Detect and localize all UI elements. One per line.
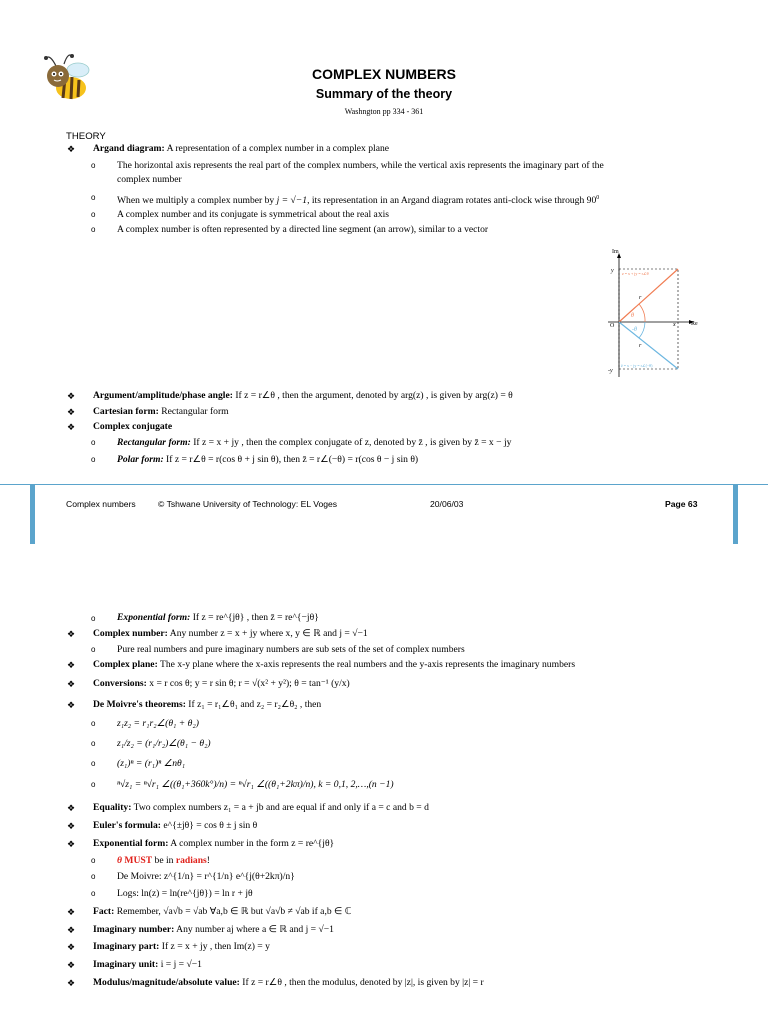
- dm-formula-4: ⁿ√z₁ = ⁿ√r₁ ∠((θ₁+360k°)/n) = ⁿ√r₁ ∠((θ₁+2kπ)/n), k = 0,1, 2,…,(n −1): [117, 779, 394, 790]
- ef-term: Exponential form:: [93, 838, 169, 849]
- equality-line: [93, 802, 429, 814]
- complex-number-sub: Pure real numbers and pure imaginary numbers are sub sets of the set of complex numbers: [117, 644, 465, 655]
- eq-term: Equality:: [93, 802, 132, 813]
- imaginary-number-line: [93, 924, 334, 936]
- circle-bullet-icon: o: [91, 856, 96, 865]
- lower-point-label: z̄ = x − jy = r∠(−θ): [621, 363, 653, 368]
- sub2-post: , its representation in an Argand diagram rotates anti-clock wise through 90: [307, 195, 597, 207]
- complex-number-line: [93, 628, 368, 640]
- circle-bullet-icon: o: [91, 455, 96, 464]
- polar-form-line: [117, 454, 418, 466]
- circle-bullet-icon: o: [91, 719, 96, 728]
- diamond-bullet-icon: ❖: [67, 960, 76, 970]
- r-upper-label: r: [639, 295, 642, 301]
- argand-term: Argand diagram:: [93, 143, 165, 154]
- upper-point-label: z = x + jy = r∠θ: [622, 271, 649, 276]
- minus-theta-label: -θ: [632, 327, 637, 333]
- ef-bang: !: [206, 855, 210, 866]
- sub2-pre: When we multiply a complex number by: [117, 195, 275, 207]
- dm-text: If z₁ = r₁∠θ₁ and z₂ = r₂∠θ₂ , then: [188, 699, 322, 710]
- diamond-bullet-icon: ❖: [67, 629, 76, 639]
- conv-term: Conversions:: [93, 678, 147, 689]
- rect-form-line: [117, 437, 511, 449]
- argand-sub1-line2: complex number: [117, 174, 182, 185]
- dm-term: De Moivre's theorems:: [93, 699, 186, 710]
- ip-text: If z = x + jy , then Im(z) = y: [161, 941, 270, 952]
- cp-term: Complex plane:: [93, 659, 158, 670]
- ef-radians: radians: [175, 855, 207, 866]
- euler-line: [93, 820, 257, 832]
- exp-term: Exponential form:: [117, 612, 191, 623]
- exp-form-line: [117, 612, 319, 624]
- fact-text: Remember, √a√b = √ab ∀a,b ∈ ℝ but √a√b ≠ √ab if a,b ∈ ℂ: [116, 906, 352, 917]
- sub2-sup: 0: [596, 195, 600, 201]
- reference-text: Washngton pp 334 - 361: [344, 107, 424, 116]
- diamond-bullet-icon: ❖: [67, 978, 76, 988]
- page-subtitle: Summary of the theory: [315, 87, 453, 101]
- argand-sub4: A complex number is often represented by a directed line segment (an arrow), similar to a vector: [117, 224, 489, 235]
- eu-text: e^{±jθ} = cos θ ± j sin θ: [163, 820, 258, 831]
- argand-diagram: [598, 245, 708, 380]
- sub2-math: j = √−1: [276, 195, 308, 207]
- ef-de-moivre: De Moivre: z^{1/n} = r^{1/n} e^{j(θ+2kπ)/n}: [117, 871, 295, 882]
- complex-plane-line: [93, 659, 575, 671]
- iu-text: i = j = √−1: [160, 959, 202, 970]
- circle-bullet-icon: o: [91, 645, 96, 654]
- ip-term: Imaginary part:: [93, 941, 160, 952]
- cartesian-line: [93, 406, 229, 418]
- page-break-line: [0, 484, 768, 485]
- circle-bullet-icon: o: [91, 759, 96, 768]
- rect-text: If z = x + jy , then the complex conjugate of z, denoted by z̄ , is given by z̄ = x − jy: [193, 437, 512, 448]
- circle-bullet-icon: o: [91, 889, 96, 898]
- exp-text: If z = re^{jθ} , then z̄ = re^{−jθ}: [192, 612, 319, 623]
- circle-bullet-icon: o: [91, 739, 96, 748]
- diamond-bullet-icon: ❖: [67, 700, 76, 710]
- mod-term: Modulus/magnitude/absolute value:: [93, 977, 240, 988]
- im-label: Im: [612, 249, 619, 255]
- conversions-line: [93, 678, 350, 690]
- ef-must: MUST: [124, 855, 153, 866]
- conjugate-heading: Complex conjugate: [93, 421, 173, 432]
- ef-logs: Logs: ln(z) = ln(re^{jθ}) = ln r + jθ: [117, 888, 253, 899]
- footer-date: 20/06/03: [430, 499, 464, 509]
- argument-line: [93, 390, 513, 402]
- footer-page: Page 63: [665, 499, 698, 509]
- cp-text: The x-y plane where the x-axis represents the real numbers and the y-axis represents the imaginary numbers: [160, 659, 576, 670]
- polar-text: If z = r∠θ = r(cos θ + j sin θ), then z̄ = r∠(−θ) = r(cos θ − j sin θ): [166, 454, 419, 465]
- rect-term: Rectangular form:: [117, 437, 191, 448]
- argument-text: If z = r∠θ , then the argument, denoted by arg(z) , is given by arg(z) = θ: [235, 390, 513, 401]
- dm-formula-1: z₁z₂ = r₁r₂∠(θ₁ + θ₂): [117, 718, 199, 729]
- conv-text: x = r cos θ; y = r sin θ; r = √(x² + y²); θ = tan⁻¹ (y/x): [149, 678, 350, 689]
- footer-copyright: © Tshwane University of Technology: EL Voges: [158, 499, 338, 509]
- circle-bullet-icon: o: [91, 225, 96, 234]
- footer-left: Complex numbers: [66, 499, 136, 509]
- diamond-bullet-icon: ❖: [67, 907, 76, 917]
- imaginary-unit-line: [93, 959, 202, 971]
- circle-bullet-icon: o: [91, 872, 96, 881]
- argand-sub1-line1: The horizontal axis represents the real part of the complex numbers, while the vertical axis represents the imaginary part of the: [117, 160, 604, 171]
- diamond-bullet-icon: ❖: [67, 144, 76, 154]
- polar-term: Polar form:: [117, 454, 164, 465]
- argand-line: [93, 143, 389, 155]
- circle-bullet-icon: o: [91, 614, 96, 623]
- argand-sub2: [117, 192, 599, 207]
- argand-sub3: A complex number and its conjugate is symmetrical about the real axis: [117, 209, 390, 220]
- iu-term: Imaginary unit:: [93, 959, 159, 970]
- im-text: Any number aj where a ∈ ℝ and j = √−1: [176, 924, 334, 935]
- diamond-bullet-icon: ❖: [67, 942, 76, 952]
- diamond-bullet-icon: ❖: [67, 803, 76, 813]
- ef-mid: be in: [154, 855, 174, 866]
- left-side-bar: [30, 484, 35, 544]
- de-moivre-line: [93, 699, 321, 711]
- diamond-bullet-icon: ❖: [67, 925, 76, 935]
- theory-label: THEORY: [66, 131, 106, 142]
- exponential-form-line: [93, 838, 334, 850]
- imaginary-part-line: [93, 941, 270, 953]
- circle-bullet-icon: o: [91, 438, 96, 447]
- r-lower-label: r: [639, 343, 642, 349]
- circle-bullet-icon: o: [91, 193, 96, 202]
- eq-text: Two complex numbers z₁ = a + jb and are equal if and only if a = c and b = d: [133, 802, 429, 813]
- ef-text: A complex number in the form z = re^{jθ}: [170, 838, 335, 849]
- diamond-bullet-icon: ❖: [67, 391, 76, 401]
- modulus-line: [93, 977, 484, 989]
- diamond-bullet-icon: ❖: [67, 660, 76, 670]
- cn-text: Any number z = x + jy where x, y ∈ ℝ and j = √−1: [169, 628, 368, 639]
- fact-line: [93, 906, 352, 918]
- ef-theta: θ: [117, 855, 122, 866]
- argument-term: Argument/amplitude/phase angle:: [93, 390, 233, 401]
- x-label: x: [673, 322, 676, 328]
- cartesian-term: Cartesian form:: [93, 406, 159, 417]
- y-label: y: [611, 268, 614, 274]
- dm-formula-3: (z₁)ⁿ = (r₁)ⁿ ∠nθ₁: [117, 758, 186, 769]
- circle-bullet-icon: o: [91, 210, 96, 219]
- circle-bullet-icon: o: [91, 161, 96, 170]
- ef-must-line: [117, 855, 210, 867]
- diamond-bullet-icon: ❖: [67, 821, 76, 831]
- dm-formula-2: z₁/z₂ = (r₁/r₂)∠(θ₁ − θ₂): [117, 738, 211, 749]
- diamond-bullet-icon: ❖: [67, 422, 76, 432]
- origin-label: O: [610, 323, 615, 329]
- re-label: Re: [691, 321, 698, 327]
- eu-term: Euler's formula:: [93, 820, 161, 831]
- fact-term: Fact:: [93, 906, 115, 917]
- diamond-bullet-icon: ❖: [67, 407, 76, 417]
- diamond-bullet-icon: ❖: [67, 839, 76, 849]
- argand-text: A representation of a complex number in a complex plane: [166, 143, 390, 154]
- circle-bullet-icon: o: [91, 780, 96, 789]
- cartesian-text: Rectangular form: [161, 406, 229, 417]
- theta-label: θ: [631, 313, 634, 319]
- minus-y-label: -y: [608, 368, 613, 374]
- cn-term: Complex number:: [93, 628, 168, 639]
- right-side-bar: [733, 484, 738, 544]
- diamond-bullet-icon: ❖: [67, 679, 76, 689]
- im-term: Imaginary number:: [93, 924, 175, 935]
- mod-text: If z = r∠θ , then the modulus, denoted by |z|, is given by |z| = r: [242, 977, 484, 988]
- page-title: COMPLEX NUMBERS: [312, 66, 456, 82]
